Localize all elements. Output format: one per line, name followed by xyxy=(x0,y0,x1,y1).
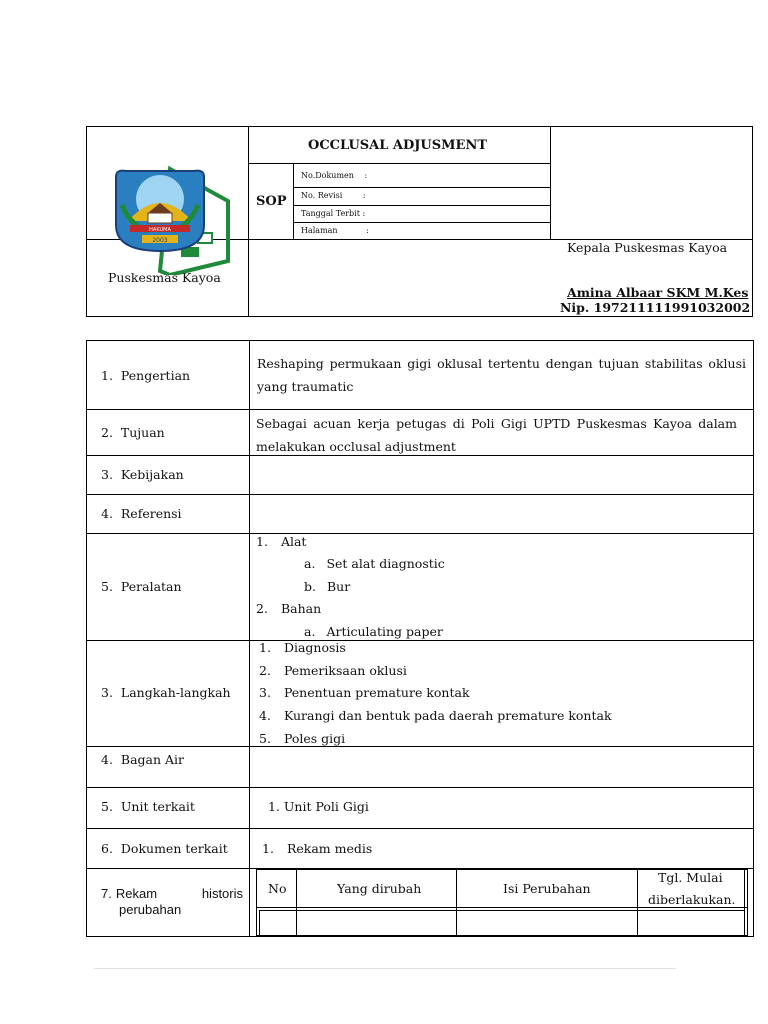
list-item: 4. Kurangi dan bentuk pada daerah premature kontak xyxy=(259,708,612,723)
list-item: b. Bur xyxy=(304,579,351,594)
meta-halaman: Halaman : xyxy=(301,226,369,235)
organization-name: Puskesmas Kayoa xyxy=(108,270,221,285)
meta-no-revisi: No. Revisi : xyxy=(301,191,366,200)
row-peralatan-label: 5. Peralatan xyxy=(101,579,182,594)
list-item: a. Articulating paper xyxy=(304,624,443,639)
meta-tanggal-terbit: Tanggal Terbit : xyxy=(301,209,366,218)
approver-title: Kepala Puskesmas Kayoa xyxy=(567,240,728,255)
tujuan-text-line2: melakukan occlusal adjustment xyxy=(256,439,456,454)
footer-divider xyxy=(94,968,676,969)
row-rekam-historis-label: 7. Rekam historis perubahan xyxy=(101,886,243,917)
pengertian-text-line2: yang traumatic xyxy=(257,379,354,394)
list-item: 2. Pemeriksaan oklusi xyxy=(259,663,407,678)
tujuan-text-line1: Sebagai acuan kerja petugas di Poli Gigi UPTD Puskesmas Kayoa dalam xyxy=(256,416,737,431)
row-kebijakan-label: 3. Kebijakan xyxy=(101,467,184,482)
list-item: 1. Diagnosis xyxy=(259,640,346,655)
list-item: 5. Poles gigi xyxy=(259,731,346,746)
dokumen-terkait-value: 1. Rekam medis xyxy=(262,841,373,856)
list-item: 1. Alat xyxy=(256,534,307,549)
logo-year-text: 2003 xyxy=(152,237,168,244)
row-bagan-air-label: 4. Bagan Air xyxy=(101,752,185,767)
unit-terkait-value: 1. Unit Poli Gigi xyxy=(268,799,369,814)
row-pengertian-label: 1. Pengertian xyxy=(101,368,191,383)
list-item: 2. Bahan xyxy=(256,601,322,616)
history-header-tgl-mulai: Tgl. Mulai xyxy=(658,870,723,885)
history-header-diberlakukan: diberlakukan. xyxy=(648,892,736,907)
sop-label: SOP xyxy=(256,194,287,209)
document-title: OCCLUSAL ADJUSMENT xyxy=(308,138,488,153)
row-dokumen-terkait-label: 6. Dokumen terkait xyxy=(101,841,228,856)
logo-banner-text: HAKUMA xyxy=(149,227,171,233)
row-tujuan-label: 2. Tujuan xyxy=(101,425,165,440)
history-header-isi-perubahan: Isi Perubahan xyxy=(503,881,591,896)
list-item: a. Set alat diagnostic xyxy=(304,556,445,571)
meta-no-dokumen: No.Dokumen : xyxy=(301,171,368,180)
approver-name: Amina Albaar SKM M.Kes xyxy=(567,285,749,300)
history-header-yang-dirubah: Yang dirubah xyxy=(337,881,422,896)
pengertian-text-line1: Reshaping permukaan gigi oklusal tertentu dengan tujuan stabilitas oklusi xyxy=(257,356,746,371)
row-langkah-label: 3. Langkah-langkah xyxy=(101,685,231,700)
history-header-no: No xyxy=(268,881,287,896)
row-referensi-label: 4. Referensi xyxy=(101,506,182,521)
approver-nip: Nip. 197211111991032002 xyxy=(560,300,751,315)
row-unit-terkait-label: 5. Unit terkait xyxy=(101,799,195,814)
organization-logo xyxy=(108,165,232,275)
list-item: 3. Penentuan premature kontak xyxy=(259,685,470,700)
